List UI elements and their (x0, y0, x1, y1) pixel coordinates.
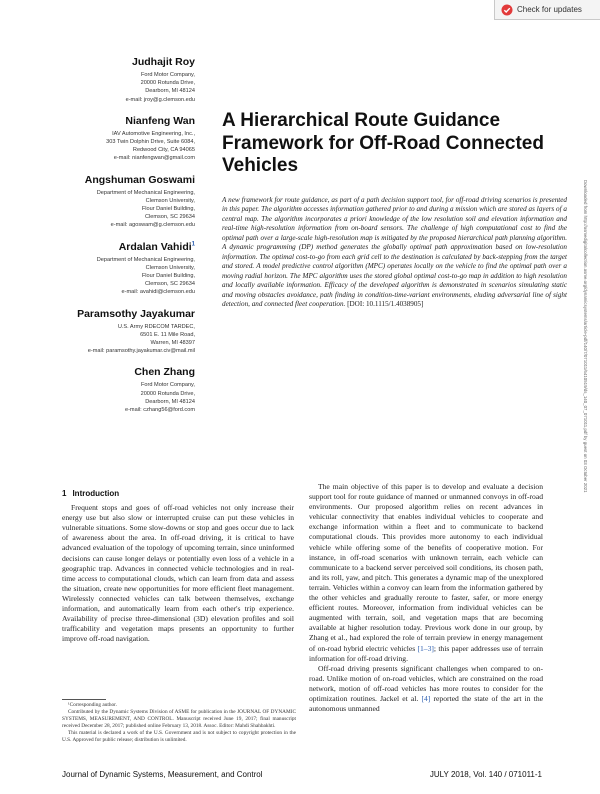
author-block (60, 56, 195, 104)
author-affiliation: Ford Motor Company, (141, 72, 195, 78)
author-address: 20000 Rotunda Drive, (140, 80, 195, 87)
right-column (309, 482, 543, 714)
author-city: Clemson, SC 29634 (144, 281, 195, 288)
author-name: Judhajit Roy (131, 56, 195, 68)
abstract-text: A new framework for route guidance, as part of a path decision support tool, for off-road driving scenarios is presented in this paper. The algorithm accesses information gathered prior to and during a mission which are stored as layers of a central map. The algorithm incorporates a priori knowledge of the low resolution soil and elevation information and real-time high-resolution information from on-board sensors. The challenge of high computational cost to find the optimal path over a large-scale high-resolution map is mitigated by the proposed hierarchical path planning algorithm. A dynamic programming (DP) method generates the globally optimal path approximation based on low-resolution information. The optimal cost-to-go from each grid cell to the destination is calculated by back-stepping from the target and stored. A model predictive control algorithm (MPC) operates locally on the vehicle to find the optimal path over a moving radial horizon. The MPC algorithm uses the stored global optimal cost-to-go map in addition to high resolution and locally available information. Efficacy of the developed algorithm is demonstrated in scenarios simulating static and moving obstacles avoidance, path finding in condition-time-variant environments, eluding adversarial line of sight detection, and connected fleet cooperation. (222, 196, 567, 308)
citation-link[interactable]: [1–3] (417, 643, 434, 653)
author-block (60, 174, 195, 230)
abstract (222, 196, 567, 309)
author-affiliation: Ford Motor Company, (141, 382, 195, 389)
author-email: e-mail: jroy@g.clemson.edu (125, 96, 195, 103)
paragraph-text: Off-road driving presents significant challenges when compared to on-road. Unlike motion of on-road vehicles, which are constrained on the road network, motion of off-road vehicles has more routes to consider for the optimization routines. Jackel et al. (309, 663, 543, 703)
check-updates-icon (501, 4, 513, 16)
page-footer (62, 770, 542, 779)
author-city: Redwood City, CA 94065 (132, 147, 195, 154)
left-column (62, 489, 294, 644)
check-for-updates-button[interactable] (494, 0, 600, 20)
author-list (60, 56, 195, 425)
doi-link[interactable]: [DOI: 10.1115/1.4038905] (347, 299, 424, 308)
author-email: e-mail: agoswam@g.clemson.edu (110, 222, 195, 229)
author-name: Chen Zhang (134, 366, 195, 379)
author-email: e-mail: czhang56@ford.com (124, 407, 195, 414)
check-updates-label: Check for updates (517, 5, 582, 14)
footnote: ¹Corresponding author. (68, 702, 117, 708)
author-email: e-mail: nianfengwan@gmail.com (113, 155, 195, 162)
author-block (60, 241, 195, 297)
author-block (60, 308, 195, 356)
footnote: Contributed by the Dynamic Systems Division of ASME for publication in the JOURNAL OF DYNAMIC SYSTEMS, MEASUREMENT, AND CONTROL. Manuscript received June 19, 2017; final manuscript received December 28, 2017; published online February 13, 2018. Assoc. Editor: Mahdi Shahbakhti. (62, 708, 296, 729)
body-paragraph (309, 482, 543, 664)
author-affiliation: Department of Mechanical Engineering, (96, 256, 195, 263)
author-email: e-mail: paramsothy.jayakumar.civ@mail.mil (87, 348, 195, 355)
author-address: Flour Daniel Building, (141, 273, 195, 280)
author-address: 303 Twin Dolphin Drive, Suite 6084, (106, 139, 195, 146)
footnote: This material is declared a work of the U.S. Government and is not subject to copyright protection in the U.S. Approved for public release; distribution is unlimited. (62, 729, 296, 743)
author-affiliation: U.S. Army RDECOM TARDEC, (117, 323, 195, 330)
author-affiliation: Department of Mechanical Engineering, (96, 189, 195, 196)
author-affiliation: IAV Automotive Engineering, Inc., (112, 130, 195, 137)
download-notice: Downloaded from http://asmedigitalcollection.asme.org/dynamicsystems/article-pdf/140/7/071011/6410519/ds_140_07_071011.pdf by guest on 03 October 2021 (583, 180, 588, 493)
corresponding-author-mark[interactable]: 1 (191, 241, 195, 248)
author-city: Warren, MI 48397 (150, 340, 195, 347)
paper-title: A Hierarchical Route Guidance Framework for Off-Road Connected Vehicles (222, 110, 544, 176)
author-name: Angshuman Goswami (84, 173, 195, 186)
paragraph-text: reported the state of the art in the autonomous unmanned (309, 693, 544, 714)
body-paragraph (309, 664, 543, 714)
author-block (60, 366, 195, 414)
author-affiliation: Clemson University, (145, 264, 195, 271)
author-address: 20000 Rotunda Drive, (140, 390, 195, 397)
author-affiliation: Clemson University, (145, 197, 195, 204)
issue-info: JULY 2018, Vol. 140 / 071011-1 (429, 770, 542, 779)
journal-name: Journal of Dynamic Systems, Measurement, and Control (62, 770, 263, 779)
author-address: 6501 E. 11 Mile Road, (140, 331, 195, 338)
footnote-divider (62, 699, 106, 700)
paragraph-text: ; this paper addresses use of terrain information for off-road driving. (309, 643, 543, 663)
author-email: e-mail: avahidi@clemson.edu (121, 289, 195, 296)
paragraph-text: The main objective of this paper is to develop and evaluate a decision support tool for route guidance of manned or unmanned convoys in off-road environments. Our proposed algorithm relies on recent advances in vehicular connectivity that enables individual vehicles to cooperate and exchange information within a fleet and to communicate to backend computational clouds. This provides more autonomy to each individual vehicle while offering some of the benefits of cooperative motion. For instance, in off-road scenarios with unknown terrain, each vehicle can communicate to a backend server perceived soil conditions, its chosen path, and its roll, yaw, and pitch. This generates a dynamic map of the unexplored terrain. Vehicles within a convoy can learn from the information gathered by the other vehicles and gradually reroute to faster, safer, or more energy efficient routes. Moreover, information from individual vehicles can be augmented with terrain, soil, and vegetation maps that are becoming available at higher resolution today. Previous work done in our group, by Zhang et al., had explored the role of terrain preview in energy management of on-road hybrid electric vehicles (309, 482, 543, 653)
citation-link[interactable]: [4] (421, 693, 431, 703)
section-title: Introduction (72, 489, 120, 498)
body-paragraph: Frequent stops and goes of off-road vehicles not only increase their energy use but also slow or interrupted cruise can put these vehicles in vulnerable situations. Some slow-downs or stop and goes occur due to lack of awareness about the area. In off-road driving, it is critical to have advanced evaluation of the topology of upcoming terrain, since uninformed decisions can cause longer delays or potentially even loss of a vehicle in a geographic trap. Advances in connected vehicle technologies and in real-time access to computational clouds, which can learn from data and assess the situation, create new opportunities for more efficient fleet management. Wirelessly connected vehicles can talk between themselves, exchange information, and automatically learn from each other's trip experience. Availability of precise three-dimensional (3D) elevation profiles and soil trafficability and vegetation maps presents an opportunity to further improve off-road navigation. (62, 503, 294, 644)
section-number: 1 (62, 489, 67, 498)
author-city: Dearborn, MI 48124 (145, 88, 195, 95)
author-name-text: Ardalan Vahidi (118, 240, 192, 253)
author-name: Nianfeng Wan (125, 114, 195, 127)
author-address: Flour Daniel Building, (141, 206, 195, 213)
author-block (60, 115, 195, 163)
author-name: Paramsothy Jayakumar (77, 307, 195, 320)
footnotes (62, 702, 296, 743)
section-heading (62, 489, 294, 499)
author-city: Dearborn, MI 48124 (145, 398, 195, 405)
author-city: Clemson, SC 29634 (144, 214, 195, 221)
author-name (60, 241, 195, 253)
